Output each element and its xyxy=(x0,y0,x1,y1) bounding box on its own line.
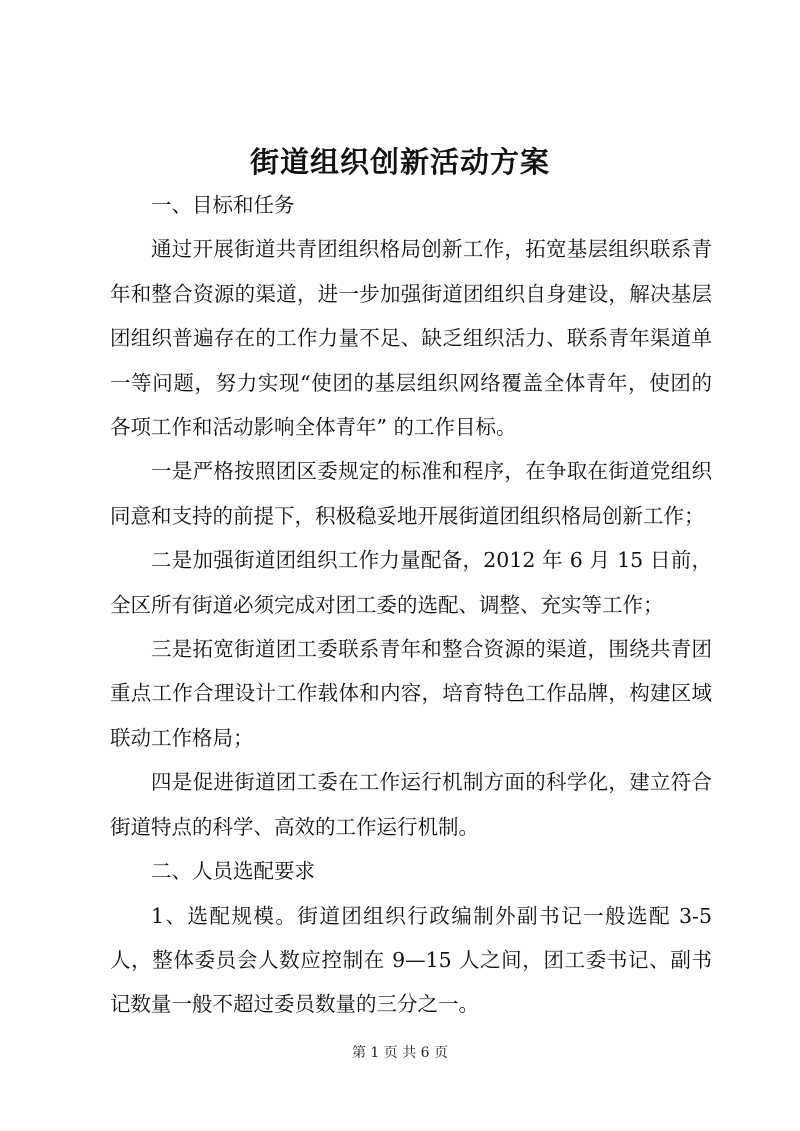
section-heading-goals: 一、目标和任务 xyxy=(151,193,295,217)
paragraph-item-3: 三是拓宽街道团工委联系青年和整合资源的渠道，围绕共青团重点工作合理设计工作载体和内容，培育特色工作品牌，构建区域联动工作格局； xyxy=(110,637,712,750)
paragraph-item-2: 二是加强街道团组织工作力量配备，2012 年 6 月 15 日前，全区所有街道必须完成对团工委的选配、调整、充实等工作； xyxy=(110,548,712,617)
section-heading-staffing: 二、人员选配要求 xyxy=(151,859,315,884)
paragraph-intro: 通过开展街道共青团组织格局创新工作，拓宽基层组织联系青年和整合资源的渠道，进一步加强街道团组织自身建设，解决基层团组织普遍存在的工作力量不足、缺乏组织活力、联系青年渠道单一等问题，努力实现“使团的基层组织网络覆盖全体青年，使团的各项工作和活动影响全体青年” 的工作目标。 xyxy=(110,237,712,440)
paragraph-item-1: 一是严格按照团区委规定的标准和程序，在争取在街道党组织同意和支持的前提下，积极稳妥地开展街道团组织格局创新工作； xyxy=(110,459,712,528)
document-body xyxy=(110,183,712,1027)
document-title: 街道组织创新活动方案 xyxy=(249,145,550,179)
paragraph-item-4: 四是促进街道团工委在工作运行机制方面的科学化，建立符合街道特点的科学、高效的工作运行机制。 xyxy=(110,770,712,839)
paragraph-staffing-scale: 1、选配规模。街道团组织行政编制外副书记一般选配 3-5 人，整体委员会人数应控制在 9—15 人之间，团工委书记、副书记数量一般不超过委员数量的三分之一。 xyxy=(110,903,712,1017)
page-number: 第 1 页 共 6 页 xyxy=(351,1045,449,1061)
